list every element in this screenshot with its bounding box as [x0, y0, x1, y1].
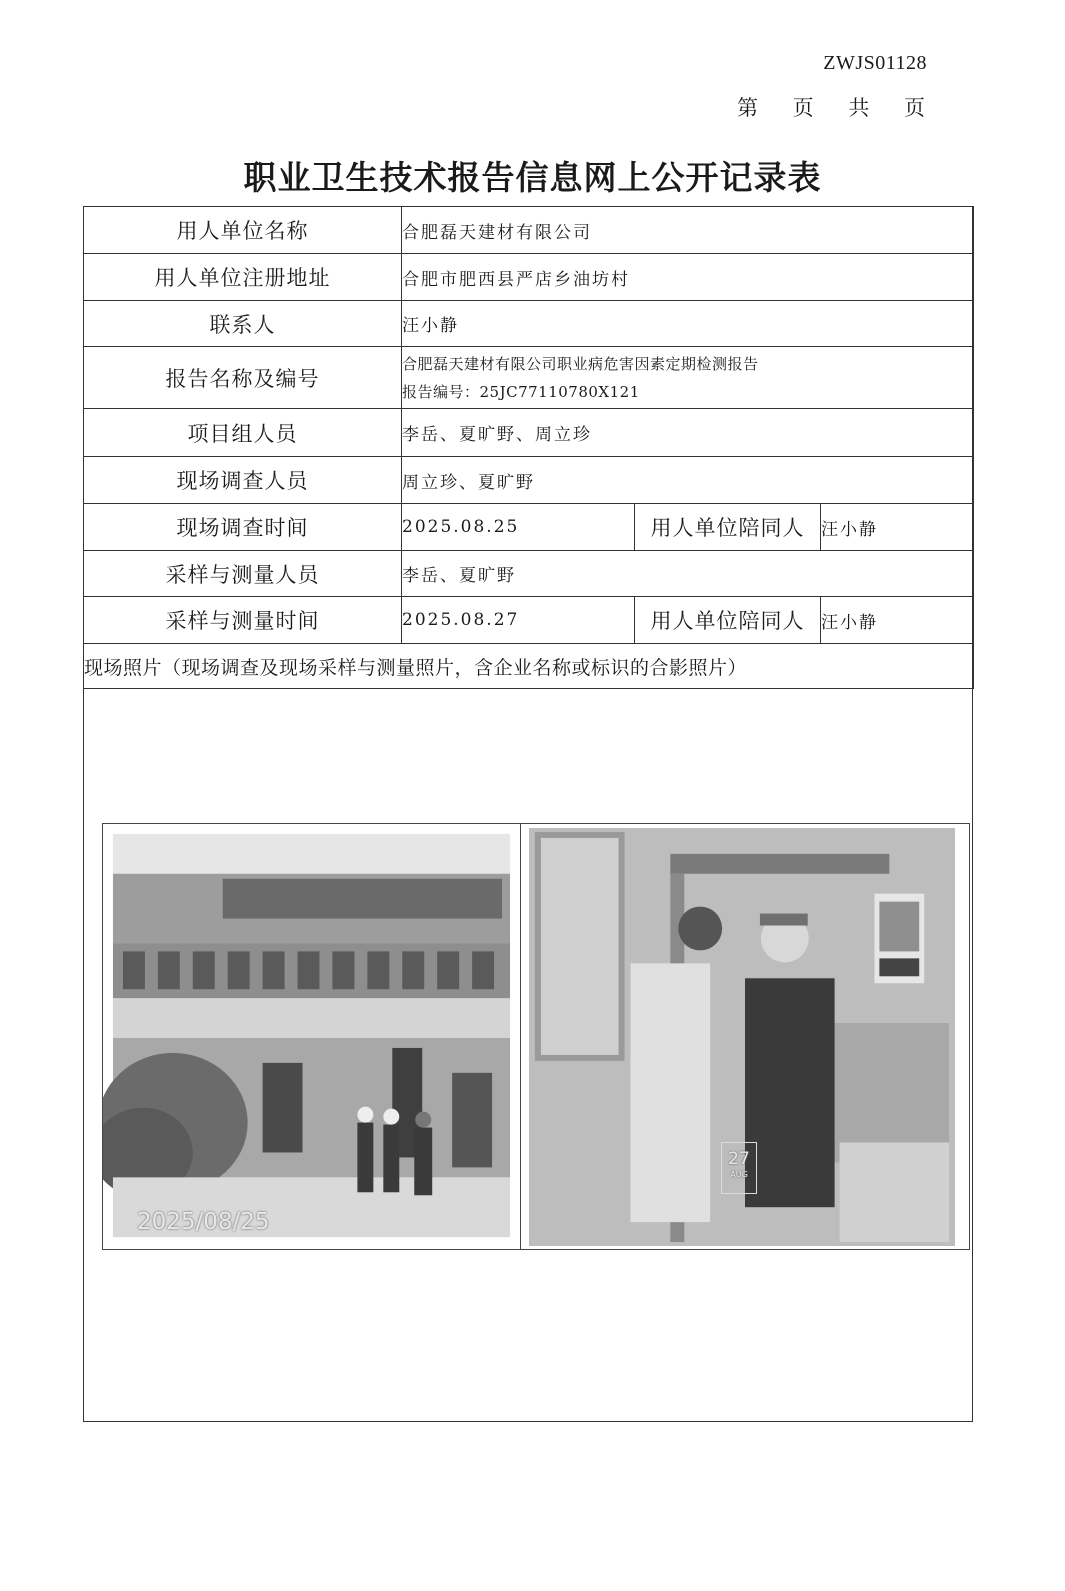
- employer-name-value: 合肥磊天建材有限公司: [402, 207, 974, 254]
- stamp-month: AUG: [730, 1170, 748, 1179]
- info-table: [83, 206, 974, 689]
- page-word-gong: 共: [848, 96, 872, 120]
- report-name: 合肥磊天建材有限公司职业病危害因素定期检测报告: [402, 354, 759, 373]
- group-photo: [103, 824, 521, 1249]
- sampling-photo: [521, 824, 969, 1249]
- survey-escort-value: 汪小静: [821, 504, 974, 551]
- project-team-value: 李岳、夏旷野、周立珍: [402, 409, 974, 457]
- document-code: ZWJS01128: [823, 52, 927, 74]
- contact-label: 联系人: [84, 301, 402, 347]
- row-survey-staff: [84, 457, 974, 504]
- row-contact: [84, 301, 974, 347]
- report-value: [402, 347, 974, 409]
- site-photos: [102, 823, 970, 1250]
- page-number-line: [713, 92, 927, 122]
- employer-name-label: 用人单位名称: [84, 207, 402, 254]
- stamp-day: 27: [728, 1149, 750, 1169]
- row-sampling-staff: [84, 551, 974, 597]
- page-word-di: 第: [736, 96, 760, 120]
- survey-staff-label: 现场调查人员: [84, 457, 402, 504]
- employer-address-value: 合肥市肥西县严店乡油坊村: [402, 254, 974, 301]
- row-project-team: [84, 409, 974, 457]
- row-employer-name: [84, 207, 974, 254]
- report-number: 报告编号：25JC77110780X121: [402, 382, 640, 401]
- row-report: [84, 347, 974, 409]
- survey-time-label: 现场调查时间: [84, 504, 402, 551]
- row-survey-time: [84, 504, 974, 551]
- building-photo-image: [103, 824, 520, 1249]
- report-label: 报告名称及编号: [84, 347, 402, 409]
- employer-address-label: 用人单位注册地址: [84, 254, 402, 301]
- row-sampling-time: [84, 597, 974, 644]
- sampling-staff-value: 李岳、夏旷野: [402, 551, 974, 597]
- sampling-time-value: 2025.08.27: [402, 597, 635, 644]
- page-word-ye-total: 页: [904, 96, 927, 120]
- project-team-label: 项目组人员: [84, 409, 402, 457]
- photo-date-stamp-day: [721, 1142, 757, 1194]
- sampling-escort-label: 用人单位陪同人: [635, 597, 821, 644]
- survey-staff-value: 周立珍、夏旷野: [402, 457, 974, 504]
- survey-time-value: 2025.08.25: [402, 504, 635, 551]
- sampling-escort-value: 汪小静: [821, 597, 974, 644]
- survey-escort-label: 用人单位陪同人: [635, 504, 821, 551]
- row-employer-address: [84, 254, 974, 301]
- page-word-ye: 页: [792, 96, 816, 120]
- document-title: 职业卫生技术报告信息网上公开记录表: [243, 158, 822, 197]
- sampling-time-label: 采样与测量时间: [84, 597, 402, 644]
- photo-date-stamp: 2025/08/25: [137, 1209, 270, 1235]
- sampling-staff-label: 采样与测量人员: [84, 551, 402, 597]
- row-photos-header: [84, 644, 974, 689]
- contact-value: 汪小静: [402, 301, 974, 347]
- photos-header: 现场照片（现场调查及现场采样与测量照片，含企业名称或标识的合影照片）: [84, 644, 974, 689]
